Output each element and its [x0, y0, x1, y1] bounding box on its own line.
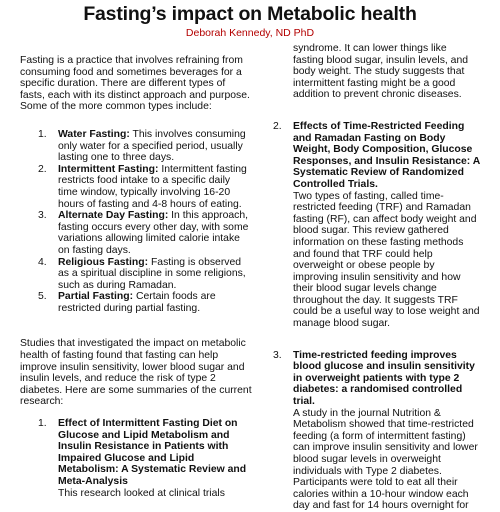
study-body: This research looked at clinical trials	[58, 487, 225, 499]
list-item	[20, 291, 252, 314]
fasting-type-desc: Intermittent fasting restricts food intake to a specific daily time window, typically involving 16-20 hours of fasting and 4-8 hours of eating.	[58, 163, 247, 210]
study-entry-1	[20, 418, 252, 499]
left-column	[20, 55, 252, 499]
list-item	[20, 257, 252, 292]
study-entry-2	[273, 121, 480, 330]
list-number: 3.	[38, 210, 47, 222]
study-1-continuation: syndrome. It can lower things like fasting blood sugar, insulin levels, and body weight. The study suggests that intermittent fasting might be a good addition to prevent chronic diseases.	[293, 43, 469, 101]
studies-intro-paragraph: Studies that investigated the impact on metabolic health of fasting found that fasting can help improve insulin sensitivity, lower blood sugar and insulin levels, and reduce the risk of type 2 diabetes. Here are some summaries of the current research:	[20, 338, 252, 408]
study-number: 1.	[38, 418, 47, 430]
list-item	[20, 129, 252, 164]
fasting-types-list	[20, 129, 252, 315]
list-number: 1.	[38, 128, 47, 140]
study-title: Effect of Intermittent Fasting Diet on Glucose and Lipid Metabolism and Insulin Resistance in Patients with Impaired Glucose and Lipid Metabolism: A Systematic Review and Meta-Analysis	[58, 418, 247, 487]
study-body: Two types of fasting, called time-restricted feeding (TRF) and Ramadan fasting (RF), can affect body weight and blood sugar. This review gathered information on these fasting methods and found that TRF could help overweight or obese people by improving insulin sensitivity and how their blood sugar levels change throughout the day. It suggests TRF could be a useful way to lose weight and manage blood sugar.	[293, 190, 480, 330]
study-entry-3	[273, 350, 480, 512]
fasting-type-desc: In this approach, fasting occurs every other day, with some variations allowing limited calorie intake on fasting days.	[58, 210, 249, 256]
fasting-type-name: Partial Fasting:	[58, 291, 134, 303]
fasting-type-name: Water Fasting:	[58, 128, 130, 140]
study-number: 3.	[273, 349, 282, 361]
study-body: A study in the journal Nutrition & Metabolism showed that time-restricted feeding (a form of intermittent fasting) can improve insulin sensitivity and lower blood sugar levels in overweight individuals with Type 2 diabetes. Participants were told to eat all their calories within a 10-hour window each day and fast for 14 hours overnight for	[293, 407, 478, 512]
list-number: 4.	[38, 256, 47, 268]
list-item	[20, 164, 252, 210]
fasting-type-name: Alternate Day Fasting:	[58, 210, 169, 222]
fasting-type-desc: Fasting is observed as a spiritual discipline in some religions, such as during Ramadan.	[58, 256, 246, 291]
study-title: Effects of Time-Restricted Feeding and Ramadan Fasting on Body Weight, Body Composition, Glucose Responses, and Insulin Resistance: A Systematic Review of Randomized Controlled Trials.	[293, 120, 480, 190]
fasting-type-name: Religious Fasting:	[58, 256, 149, 268]
study-title: Time-restricted feeding improves blood glucose and insulin sensitivity in overweight patients with type 2 diabetes: a randomised controlled trial.	[293, 349, 475, 408]
study-number: 2.	[273, 120, 282, 132]
fasting-type-desc: Certain foods are restricted during partial fasting.	[58, 291, 216, 314]
list-item	[20, 210, 252, 256]
list-number: 2.	[38, 163, 47, 175]
fasting-type-name: Intermittent Fasting:	[58, 163, 159, 175]
author-line: Deborah Kennedy, ND PhD	[185, 27, 315, 39]
right-column	[273, 43, 480, 512]
fasting-type-desc: This involves consuming only water for a specified period, usually lasting one to three days.	[58, 128, 246, 164]
document-title: Fasting’s impact on Metabolic health	[83, 3, 417, 25]
intro-paragraph: Fasting is a practice that involves refraining from consuming food and sometimes beverages for a specific duration. There are different types of fasts, each with its distinct approach and purpose. Some of the more common types include:	[20, 55, 250, 113]
list-number: 5.	[38, 291, 47, 303]
